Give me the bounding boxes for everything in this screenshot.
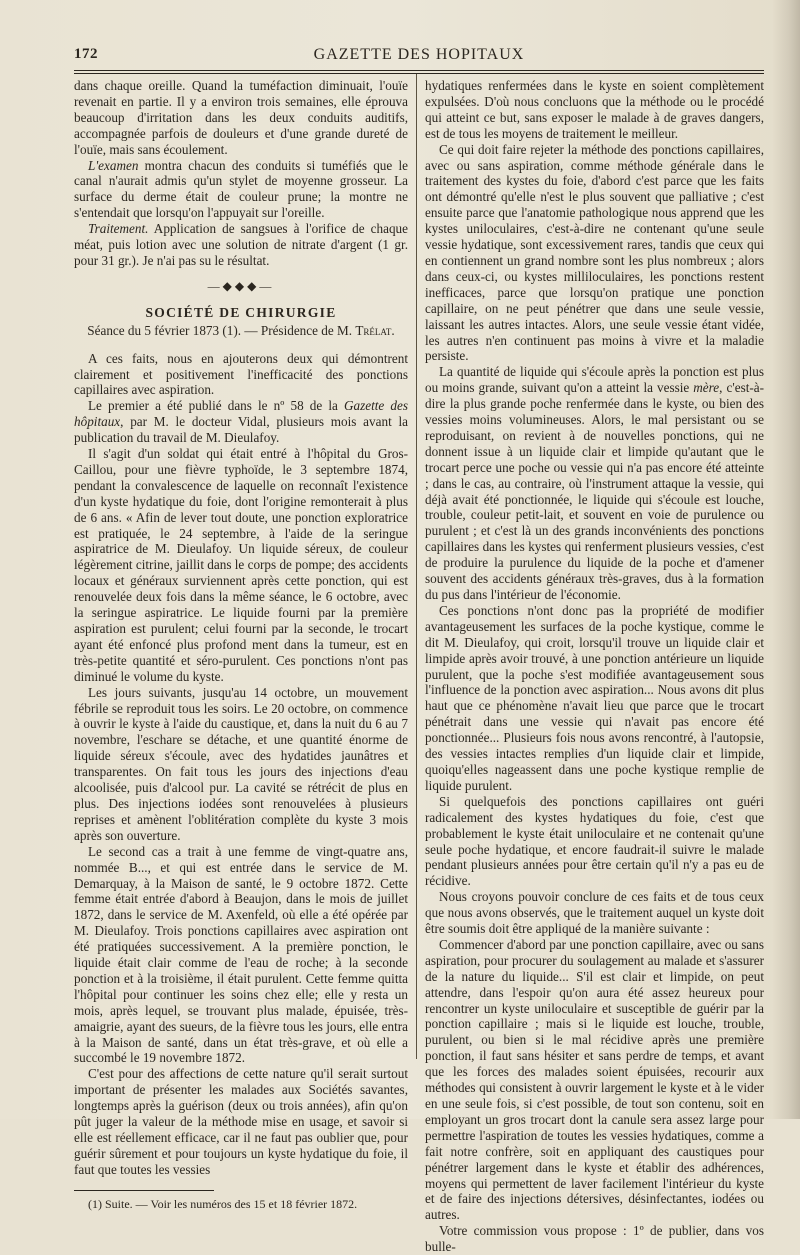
paragraph: Le second cas a trait à une femme de vingt-quatre ans, nommée B..., et qui est entrée dans le service de M. Demarquay, à la Maison de santé, le 9 octobre 1872. Cette femme était entrée d'abord à Beaujon, dans le mois de juillet 1872, dans le service de M. Axenfeld, où elle a été opérée par M. Dieulafoy. Trois ponctions capillaires avec aspiration ont été pratiquées successivement. A la première ponction, le liquide était clair comme de l'eau de roche; à la seconde ponction et à la troisième, il était purulent. Cette femme quitta l'hôpital pour continuer les soins chez elle; elle y resta un mois, après lequel, se trouvant plus malade, épuisée, très-amaigrie, ayant des sueurs, de la fièvre tous les jours, elle entra à la Maison de santé, dans un état très-grave, et où elle a succombé le 19 novembre 1872.: [74, 843, 408, 1066]
journal-reference: Gazette des hôpitaux: [74, 398, 408, 430]
journal-title: GAZETTE DES HOPITAUX: [313, 46, 525, 63]
page-header: [74, 46, 764, 66]
section-subtitle: [74, 323, 408, 339]
paragraph: Ces ponctions n'ont donc pas la propriété de modifier avantageusement les surfaces de la poche kystique, comme le dit M. Dieulafoy, qui croit, lorsqu'il trouve un liquide clair et limpide après avoir trouvé, à une ponction antérieure un liquide purulent, que la poche s'est modifiée avantageusement sous l'influence de la ponction avec aspiration... Nous avons dit plus haut que ce phénomène n'avait lieu que parce que le trocart pénétrait dans une vessie qui n'avait pas encore été ponctionnée... Plusieurs fois nous avons rencontré, à l'autopsie, des vessies intactes remplies d'un liquide clair et limpide, quoiqu'elles nageassent dans une poche kystique remplie de liquide purulent.: [425, 602, 764, 793]
paragraph: Ce qui doit faire rejeter la méthode des ponctions capillaires, avec ou sans aspiration, comme méthode générale dans le traitement des kystes du foie, d'abord c'est parce que les faits ont démontré qu'elle n'est le plus souvent que palliative ; c'est ensuite parce que l'anatomie pathologique nous apprend que les kystes uniloculaires, c'est-à-dire ne contenant qu'une seule vessie hydatique, sont excessivement rares, tandis que ceux qui en contiennent un grand nombre sont les plus nombreux ; alors dans ceux-ci, ou kystes milliloculaires, les ponctions restent inefficaces, parce que lorsqu'on pratique une ponction capillaire, on ne peut pénétrer que dans une seule vessie, laissant les autres intactes. Alors, une seule vessie étant vidée, les autres n'en continuent pas moins à vivre et la maladie persiste.: [425, 141, 764, 364]
page-number: 172: [74, 46, 98, 62]
paragraph-text: , par M. le docteur Vidal, plusieurs mois avant la publication du travail de M. Dieulafoy.: [74, 414, 408, 446]
paragraph: hydatiques renfermées dans le kyste en soient complètement expulsées. D'où nous concluons que la méthode ou le procédé qui atteint ce but, sans exposer le malade à de graves dangers, est de tous les moyens de traitement le meilleur.: [425, 78, 764, 141]
paragraph: [74, 398, 408, 446]
left-column: [74, 78, 408, 1213]
president-name: Trélat.: [355, 322, 395, 338]
footnote: (1) Suite. — Voir les numéros des 15 et 18 février 1872.: [88, 1196, 358, 1211]
paragraph: Les jours suivants, jusqu'au 14 octobre, un mouvement fébrile se reproduit tous les soirs. Le 20 octobre, on commence à ouvrir le kyste à l'aide du caustique, et, dans la nuit du 6 au 7 novembre, l'eschare se détache, et une quantité énorme de liquide séreux s'écoule, avec des hydatides jaunâtres et transparentes. On fait tous les jours des injections d'eau alcoolisée, puis d'alcool pur. La cavité se rétrécit de plus en plus. Des injections iodées sont renouvelées à plusieurs reprises et amènent l'oblitération complète du kyste 3 mois après son ouverture.: [74, 684, 408, 843]
paragraph: A ces faits, nous en ajouterons deux qui démontrent clairement et positivement l'inefficacité des ponctions capillaires avec aspiration.: [74, 350, 408, 398]
paragraph-text: montra chacun des conduits si tuméfiés que le canal n'aurait admis qu'un stylet de moyenne grosseur. La surface du derme était de couleur prune; la montre ne s'entendait que lorsqu'on l'appuyait sur l'oreille.: [74, 157, 408, 221]
paragraph-lead: L'examen: [88, 157, 139, 173]
paragraph-text: Le premier a été publié dans le nº 58 de la: [88, 398, 344, 414]
section-separator-ornament: —◆◆◆—: [207, 278, 275, 293]
paragraph-lead: Traitement.: [88, 221, 149, 237]
paragraph: [425, 364, 764, 603]
emphasis-text: mère: [693, 380, 720, 396]
paragraph: [74, 158, 408, 222]
paragraph-text: , c'est-à-dire la plus grande poche renfermée dans le kyste, ou bien des vessies moins volumineuses. Alors, le mal persistant ou se reproduisant, on revient à de nouvelles ponctions, qui ne donnent issue à un liquide clair et limpide qu'autant que le trocart perce une poche ou vessie qui n'a pas encore été atteinte ; dans le cas, au contraire, où l'instrument attaque la vessie, qui déjà avait été ponctionnée, le liquide qui s'écoule est louche, trouble, couleur petit-lait, et souvent en voie de purulence ou purulent ; et c'est là un des grands inconvénients des ponctions capillaires dans les kystes qui renferment plusieurs vessies, c'est de produire la purulence du liquide de la poche et d'amener souvent des accidents généraux très-graves, dus à la formation du pus dans l'intérieur de l'économie.: [425, 380, 764, 602]
paragraph: C'est pour des affections de cette nature qu'il serait surtout important de présenter les malades aux Sociétés savantes, longtemps après la guérison (deux ou trois années), afin qu'on pût juger la valeur de la méthode mise en usage, et savoir si elle est réellement efficace, car il ne faut pas oublier que, pour guérir sûrement et pour toujours un kyste hydatique du foie, il faut que toutes les vessies: [74, 1066, 408, 1177]
paragraph-text: Application de sangsues à l'orifice de chaque méat, puis lotion avec une solution de nitrate d'argent (1 gr. pour 31 gr.). Je n'ai pas su le résultat.: [74, 221, 408, 268]
section-subtitle-text: Séance du 5 février 1873 (1). — Présidence de M.: [87, 322, 356, 338]
header-rule-thin: [74, 73, 764, 74]
paragraph: Votre commission vous propose : 1º de publier, dans vos bulle-: [425, 1223, 764, 1255]
right-column: [425, 78, 764, 1255]
paragraph-text: La quantité de liquide qui s'écoule après la ponction est plus ou moins grande, suivant qu'on a atteint la vessie: [425, 364, 764, 396]
paragraph: Nous croyons pouvoir conclure de ces faits et de tous ceux que nous avons observés, que le traitement auquel un kyste doit être soumis doit être appliqué de la manière suivante :: [425, 889, 764, 937]
section-title: SOCIÉTÉ DE CHIRURGIE: [145, 304, 337, 320]
page-fold-shadow: [772, 0, 800, 1119]
header-rule: [74, 70, 764, 71]
paragraph: [74, 221, 408, 269]
paragraph: Commencer d'abord par une ponction capillaire, avec ou sans aspiration, pour procurer du soulagement au malade et s'assurer de la nature du liquide... S'il est clair et limpide, on peut attendre, dans l'espoir qu'on aura été assez heureux pour rencontrer un kyste uniloculaire et susceptible de guérir par la ponction capillaire ; mais si le liquide est louche, trouble, purulent, ou bien si le mal récidive après une première ponction, il faut sans hésiter et sans perdre de temps, et avant que les forces des malades soient épuisées, recourir aux méthodes qui consistent à ouvrir largement le kyste et à le vider en une seule fois, si c'est possible, de tout son contenu, soit en employant un gros trocart dont la canule sera assez large pour permettre l'aspiration de toutes les vessies hydatiques, comme a fait notre confrère, soit en appliquant des caustiques pour pénétrer largement dans le kyste et établir des adhérences, moyens qui permettent de laver facilement l'intérieur du kyste et de faire des injections détersives, désinfectantes, iodées ou autres.: [425, 936, 764, 1223]
paragraph: dans chaque oreille. Quand la tuméfaction diminuait, l'ouïe revenait en partie. Il y a environ trois semaines, elle éprouva beaucoup d'irritation dans les deux conduits auditifs, accompagnée parfois de douleurs et d'une grande dureté de l'ouïe, mais sans écoulement.: [74, 78, 408, 157]
footnote-rule: [74, 1190, 214, 1191]
paragraph: Si quelquefois des ponctions capillaires ont guéri radicalement des kystes hydatiques du foie, c'est que probablement le kyste était uniloculaire et ne contenait qu'une seule poche hydatique, et encore faudrait-il suivre le malade pendant plusieurs années pour être certain qu'il n'y a pas eu de récidive.: [425, 793, 764, 889]
paragraph: Il s'agit d'un soldat qui était entré à l'hôpital du Gros-Caillou, pour une fièvre typhoïde, le 3 septembre 1874, pendant la convalescence de laquelle on reconnaît l'existence d'un kyste hydatique du foie, dont l'origine remonterait à plus de 6 ans. « Afin de lever tout doute, une ponction exploratrice est pratiquée, le 24 septembre, à l'aide de la seringue aspiratrice de M. Dieulafoy. Un liquide séreux, de couleur légèrement citrine, jaillit dans le corps de pompe; des accidents locaux et généraux surviennent après cette ponction, qui est renouvelée deux fois dans la même séance, le 6 octobre, avec la seringue aspiratrice. Le liquide fourni par la première aspiration est purulent; celui fourni par la seconde, le trocart ayant été enfoncé plus profond ment dans la tumeur, est en très-petite quantité et séro-purulent. Ces ponctions n'ont pas diminué le volume du kyste.: [74, 446, 408, 684]
column-divider: [416, 74, 417, 1059]
